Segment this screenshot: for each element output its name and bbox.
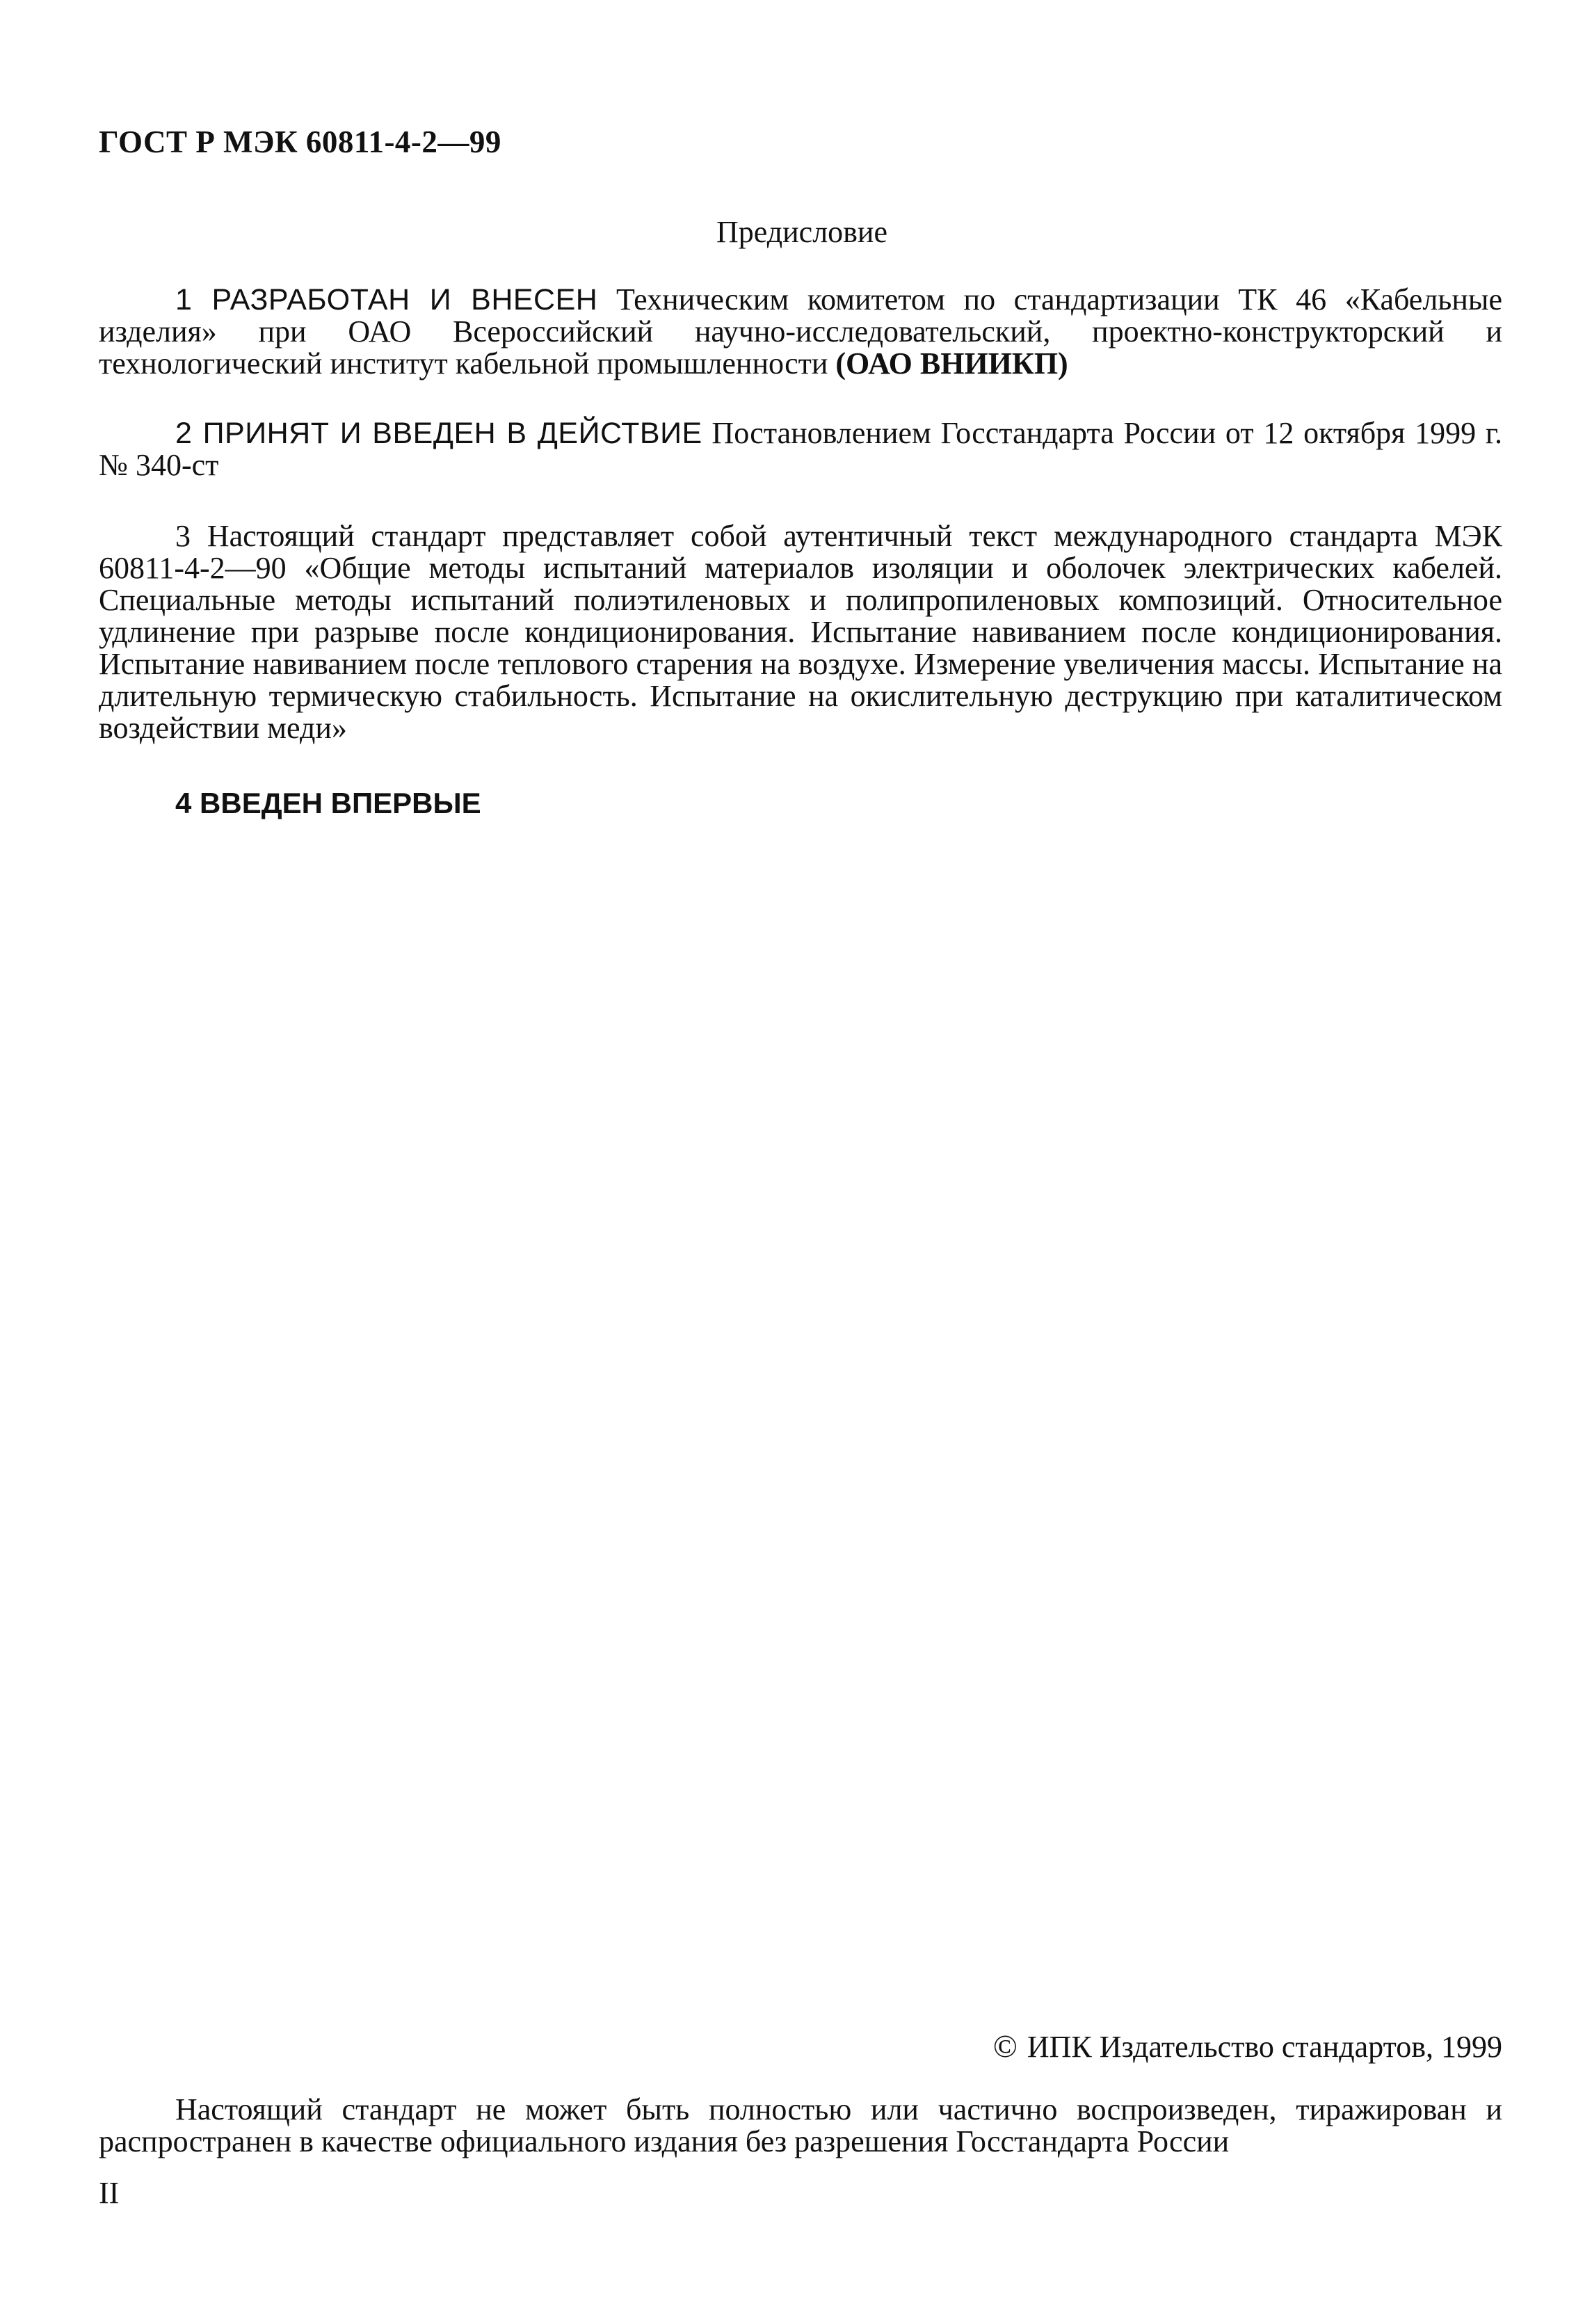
- preface-item-1: [99, 284, 1502, 380]
- document-code: ГОСТ Р МЭК 60811-4-2—99: [99, 125, 501, 159]
- preface-item-4: [99, 787, 1502, 819]
- copyright-line: [993, 2028, 1502, 2065]
- page-number: II: [99, 2176, 120, 2210]
- copyright-icon: ©: [992, 2028, 1018, 2064]
- preface-item-2: [99, 417, 1502, 481]
- preface-item-1-lead: 1 РАЗРАБОТАН И ВНЕСЕН: [175, 283, 598, 316]
- preface-item-4-lead: 4 ВВЕДЕН ВПЕРВЫЕ: [175, 787, 481, 819]
- copyright-text: ИПК Издательство стандартов, 1999: [1027, 2030, 1502, 2064]
- preface-title: Предисловие: [716, 215, 887, 249]
- preface-item-2-text: Постановлением Госстандарта России от 12 октября 1999 г. № 340-ст: [99, 416, 1502, 482]
- preface-item-1-text: Техническим комитетом по стандартизации ТК 46 «Кабельные изделия» при ОАО Всероссийский научно-исследовательский, проектно-конструкторский и технологический институт кабельной промышленности: [99, 282, 1502, 380]
- preface-item-1-org: (ОАО ВНИИКП): [835, 346, 1068, 380]
- preface-item-3: [99, 520, 1502, 744]
- preface-item-3-text: 3 Настоящий стандарт представляет собой аутентичный текст международного стандарта МЭК 60811-4-2—90 «Общие методы испытаний материалов изоляции и оболочек электрических кабелей. Специальные методы испытаний полиэтиленовых и полипропиленовых композиций. Относительное удлинение при разрыве после кондиционирования. Испытание навиванием после кондиционирования. Испытание навиванием после теплового старения на воздухе. Измерение увеличения массы. Испытание на длительную термическую стабильность. Испытание на окислительную деструкцию при каталитическом воздействии меди»: [99, 519, 1502, 745]
- preface-item-2-lead: 2 ПРИНЯТ И ВВЕДЕН В ДЕЙСТВИЕ: [175, 417, 702, 450]
- reproduction-notice: Настоящий стандарт не может быть полностью или частично воспроизведен, тиражирован и распространен в качестве официального издания без разрешения Госстандарта России: [99, 2092, 1502, 2158]
